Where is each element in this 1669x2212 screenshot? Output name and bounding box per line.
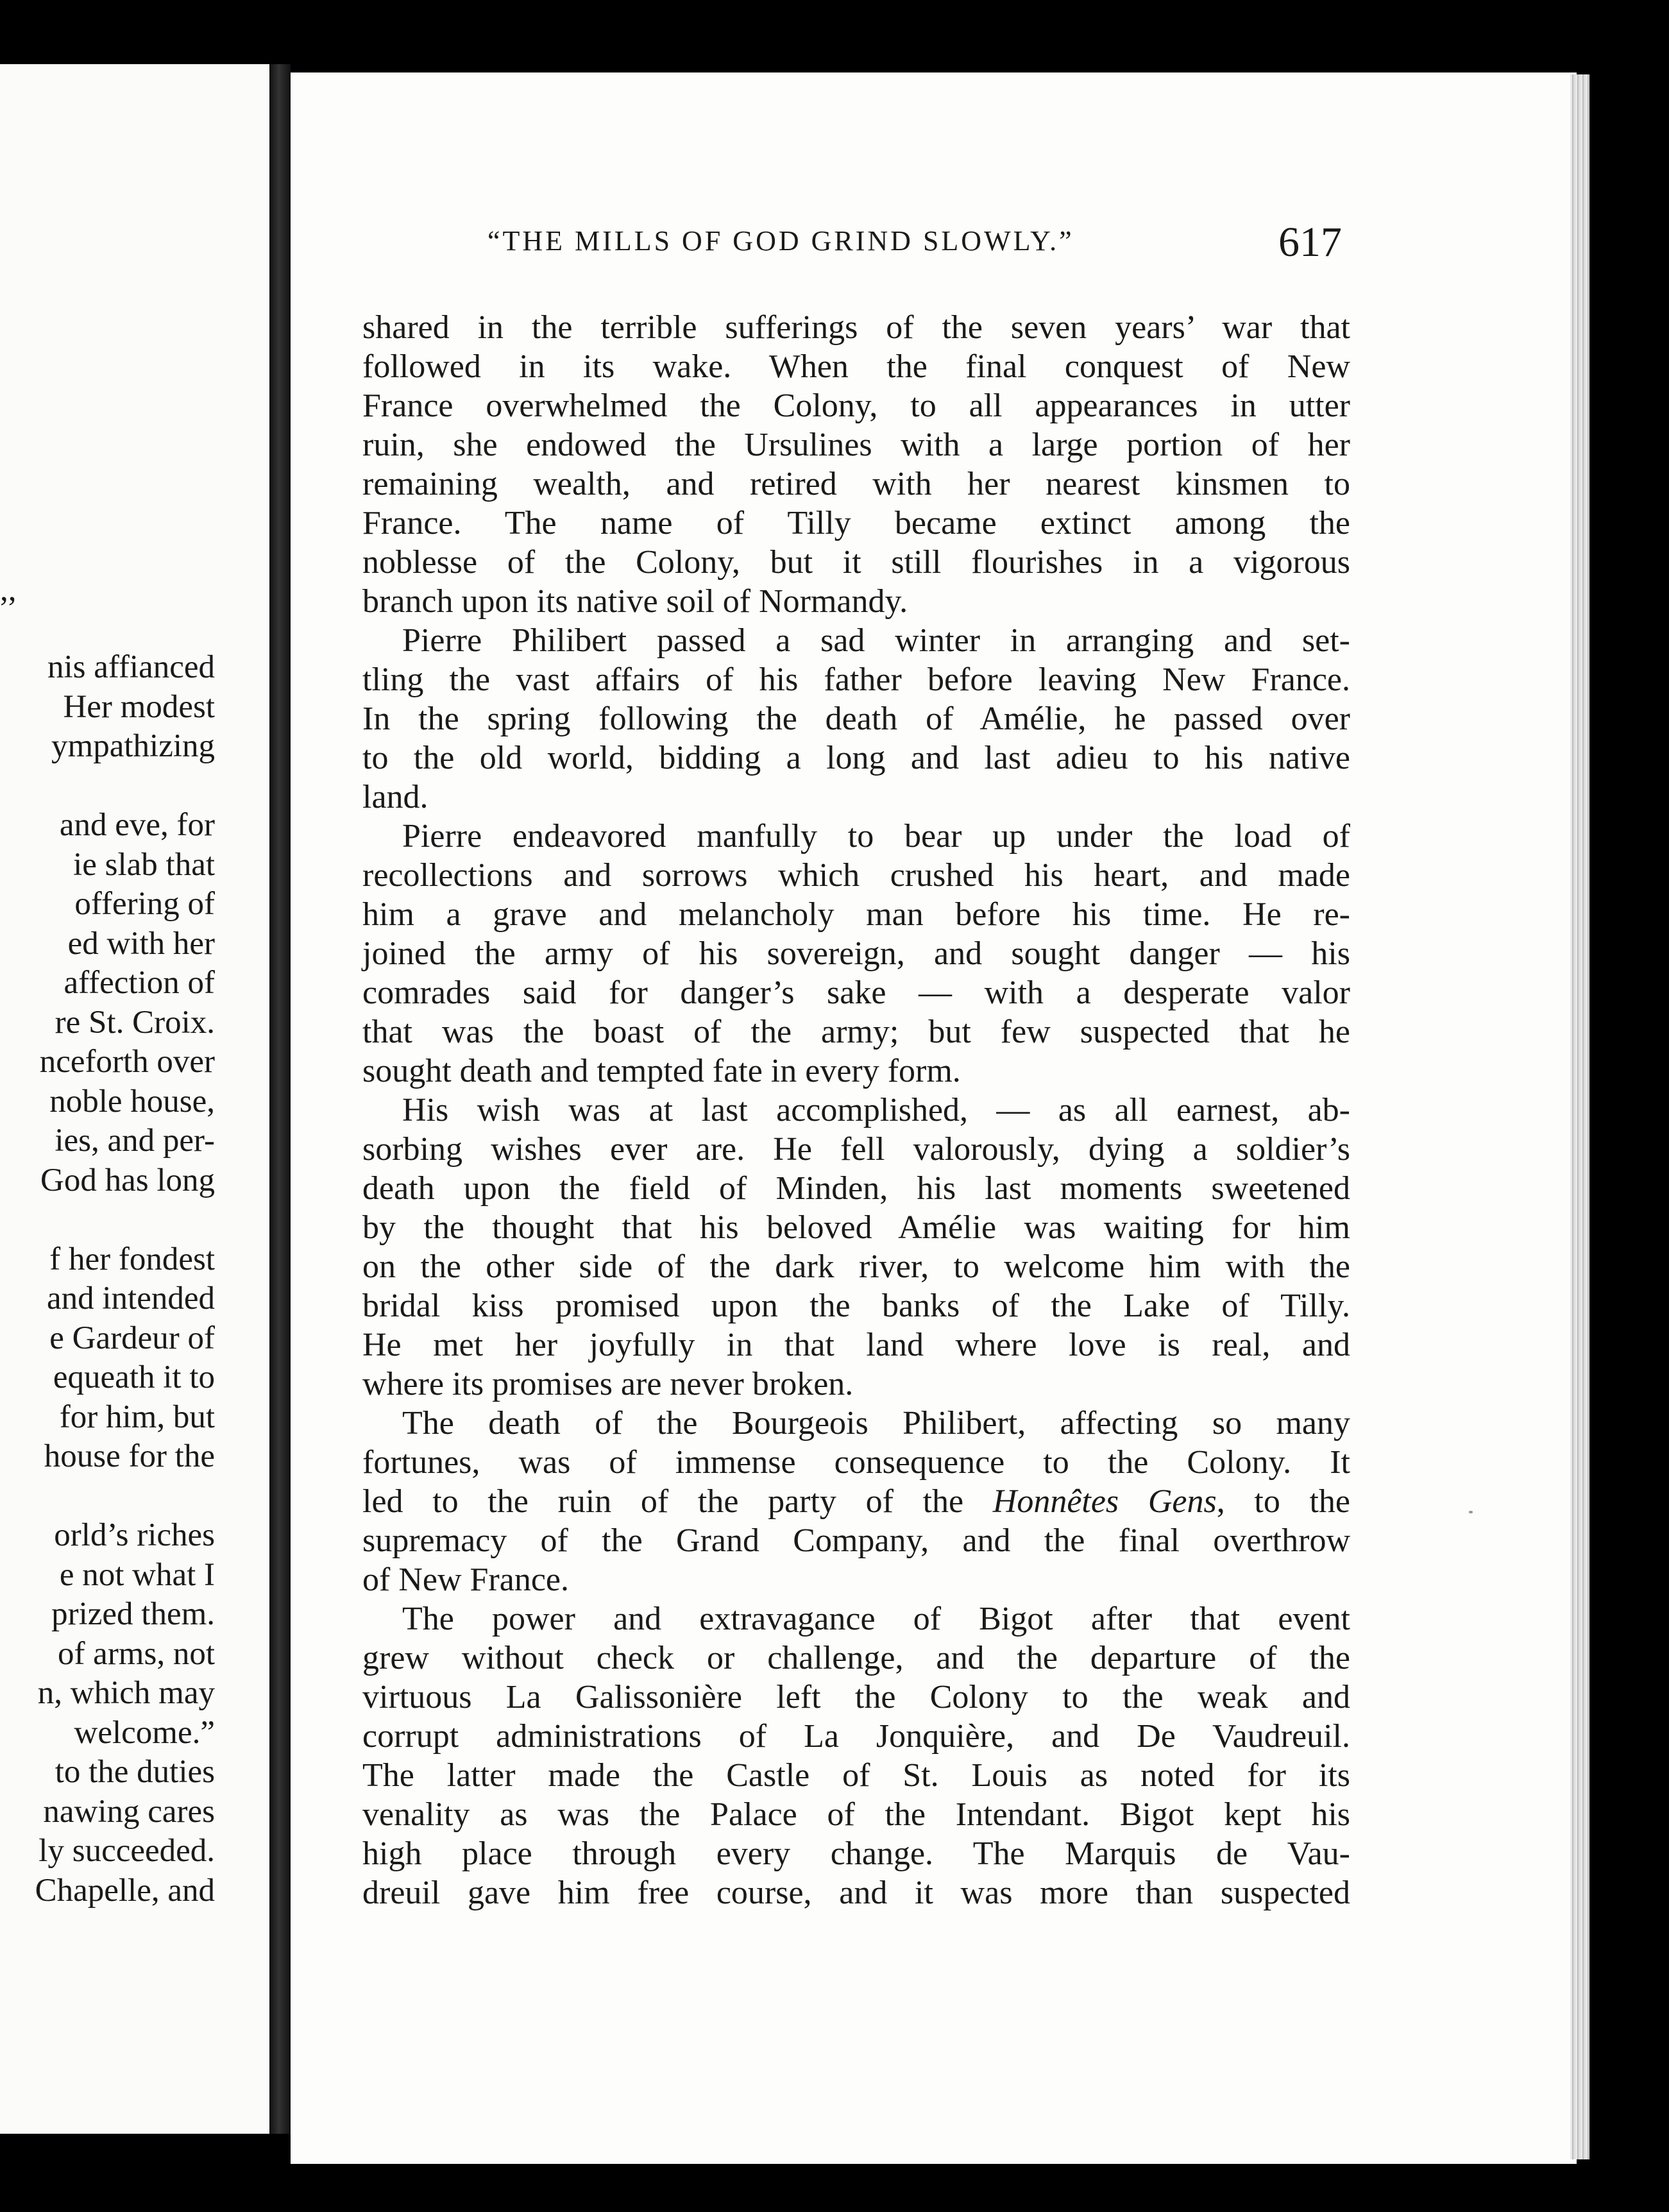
- text-line: His wish was at last accomplished, — as all earnest, ab-: [402, 1092, 1350, 1128]
- text-line: ruin, she endowed the Ursulines with a large portion of her: [362, 427, 1350, 463]
- text-line: The death of the Bourgeois Philibert, affecting so many: [402, 1405, 1350, 1442]
- facing-page-line: ympathizing: [51, 728, 215, 764]
- text-line: him a grave and melancholy man before his time. He re-: [362, 896, 1350, 933]
- facing-page-line: f her fondest: [49, 1241, 215, 1277]
- facing-page: [0, 64, 269, 2134]
- facing-page-line: orld’s riches: [54, 1517, 215, 1553]
- text-line: corrupt administrations of La Jonquière, and De Vaudreuil.: [362, 1718, 1350, 1755]
- text-line: fortunes, was of immense consequence to the Colony. It: [362, 1444, 1350, 1481]
- body-text: [362, 308, 1350, 1912]
- facing-page-line: nis affianced: [47, 649, 215, 685]
- facing-page-line: of arms, not: [57, 1635, 215, 1672]
- text-line: sorbing wishes ever are. He fell valorously, dying a soldier’s: [362, 1131, 1350, 1168]
- text-line: France. The name of Tilly became extinct among the: [362, 505, 1350, 541]
- text-line: that was the boast of the army; but few suspected that he: [362, 1014, 1350, 1050]
- facing-page-quote-mark: ,,: [0, 572, 17, 608]
- text-line: joined the army of his sovereign, and sought danger — his: [362, 935, 1350, 972]
- facing-page-line: nawing cares: [43, 1793, 215, 1830]
- italic-phrase: Honnêtes Gens: [992, 1483, 1217, 1520]
- text-line: branch upon its native soil of Normandy.: [362, 583, 908, 620]
- facing-page-line: equeath it to: [53, 1359, 215, 1395]
- text-line: The latter made the Castle of St. Louis as noted for its: [362, 1757, 1350, 1794]
- text-line: shared in the terrible sufferings of the seven years’ war that: [362, 309, 1350, 346]
- facing-page-line: Chapelle, and: [35, 1872, 215, 1909]
- facing-page-line: ed with her: [67, 925, 215, 962]
- facing-page-line: ie slab that: [73, 846, 215, 883]
- facing-page-line: ly succeeded.: [38, 1833, 215, 1869]
- facing-page-line: re St. Croix.: [55, 1004, 215, 1041]
- book-gutter: [269, 64, 291, 2134]
- text-line: supremacy of the Grand Company, and the final overthrow: [362, 1522, 1350, 1559]
- facing-page-line: e not what I: [59, 1556, 215, 1593]
- scan-speck: [1469, 1511, 1473, 1513]
- text-line: followed in its wake. When the final conquest of New: [362, 348, 1350, 385]
- text-line: high place through every change. The Marquis de Vau-: [362, 1835, 1350, 1872]
- text-line: of New France.: [362, 1561, 569, 1598]
- page-number: 617: [1278, 219, 1342, 266]
- facing-page-line: ies, and per-: [55, 1123, 215, 1159]
- facing-page-line: welcome.”: [74, 1714, 215, 1751]
- text-line: France overwhelmed the Colony, to all appearances in utter: [362, 387, 1350, 424]
- text-line: comrades said for danger’s sake — with a desperate valor: [362, 974, 1350, 1011]
- text-line: sought death and tempted fate in every form.: [362, 1053, 961, 1089]
- text-line: [362, 1482, 1350, 1521]
- text-line: bridal kiss promised upon the banks of the Lake of Tilly.: [362, 1288, 1350, 1324]
- facing-page-line: to the duties: [55, 1754, 215, 1790]
- facing-page-line: Her modest: [63, 688, 215, 725]
- facing-page-line: prized them.: [51, 1596, 215, 1632]
- facing-page-line: offering of: [74, 886, 215, 922]
- text-line: by the thought that his beloved Amélie was waiting for him: [362, 1209, 1350, 1246]
- text-line: He met her joyfully in that land where love is real, and: [362, 1327, 1350, 1363]
- facing-page-line: e Gardeur of: [49, 1320, 215, 1356]
- facing-page-line: noble house,: [49, 1083, 215, 1119]
- facing-page-line: n, which may: [37, 1675, 215, 1711]
- text-line: noblesse of the Colony, but it still flourishes in a vigorous: [362, 544, 1350, 581]
- facing-page-line: nceforth over: [39, 1044, 215, 1080]
- facing-page-line: affection of: [64, 965, 215, 1001]
- text-line: venality as was the Palace of the Intendant. Bigot kept his: [362, 1796, 1350, 1833]
- running-head: “THE MILLS OF GOD GRIND SLOWLY.”: [487, 225, 1074, 257]
- text-line: on the other side of the dark river, to welcome him with the: [362, 1248, 1350, 1285]
- text-line: land.: [362, 779, 428, 815]
- facing-page-line: and eve, for: [59, 807, 215, 843]
- facing-page-line: God has long: [40, 1162, 215, 1198]
- text-run: led to the ruin of the party of the: [362, 1483, 993, 1520]
- page-edge: [1570, 74, 1589, 2159]
- facing-page-line: and intended: [47, 1280, 215, 1316]
- text-line: The power and extravagance of Bigot after that event: [402, 1601, 1350, 1637]
- text-line: virtuous La Galissonière left the Colony to the weak and: [362, 1679, 1350, 1715]
- text-line: remaining wealth, and retired with her nearest kinsmen to: [362, 466, 1350, 502]
- text-line: death upon the field of Minden, his last moments sweetened: [362, 1170, 1350, 1207]
- text-line: tling the vast affairs of his father before leaving New France.: [362, 661, 1350, 698]
- facing-page-line: house for the: [44, 1438, 215, 1474]
- text-line: recollections and sorrows which crushed his heart, and made: [362, 857, 1350, 894]
- facing-page-line: for him, but: [59, 1399, 215, 1435]
- text-line: where its promises are never broken.: [362, 1366, 854, 1402]
- text-line: In the spring following the death of Amélie, he passed over: [362, 701, 1350, 737]
- text-line: Pierre endeavored manfully to bear up under the load of: [402, 818, 1350, 855]
- text-line: grew without check or challenge, and the departure of the: [362, 1640, 1350, 1676]
- text-line: Pierre Philibert passed a sad winter in arranging and set-: [402, 622, 1350, 659]
- text-run: , to the: [1216, 1483, 1351, 1520]
- text-line: to the old world, bidding a long and last adieu to his native: [362, 740, 1350, 776]
- text-line: dreuil gave him free course, and it was more than suspected: [362, 1875, 1350, 1911]
